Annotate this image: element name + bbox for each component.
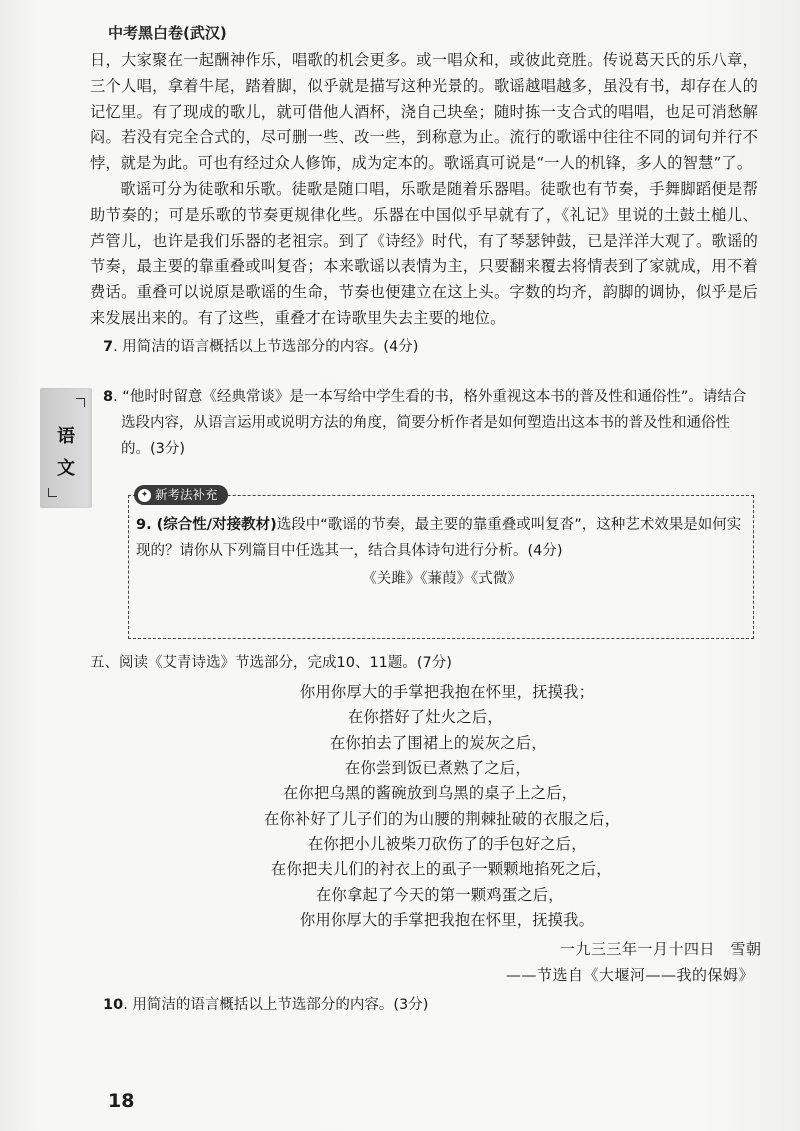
poem-line: 在你把乌黑的酱碗放到乌黑的桌子上之后， [283, 784, 578, 802]
poem-line: 在你把小儿被柴刀砍伤了的手包好之后， [308, 835, 587, 853]
poem-line: 你用你厚大的手掌把我抱在怀里，抚摸我； [300, 683, 595, 701]
question-7 [103, 334, 758, 360]
poem-date: 一九三三年一月十四日 雪朝 [560, 940, 762, 958]
question-10 [103, 992, 758, 1018]
question-7-text: . 用简洁的语言概括以上节选部分的内容。(4分) [113, 339, 419, 355]
poem-line: 在你拿起了今天的第一颗鸡蛋之后， [316, 886, 564, 904]
page-header-title: 中考黑白卷(武汉) [108, 24, 227, 42]
passage-paragraph-1: 日，大家聚在一起酬神作乐，唱歌的机会更多。或一唱众和，或彼此竞胜。传说葛天氏的乐八章，三个人唱，拿着牛尾，踏着脚，似乎就是描写这种光景的。歌谣越唱越多，虽没有书，却存在人的记忆里。有了现成的歌儿，就可借他人酒杯，浇自己块垒；随时拣一支合式的唱唱，也足可消愁解闷。若没有完全合式的，尽可删一些、改一些，到称意为止。流行的歌谣中往往不同的词句并行不悖，就是为此。可也有经过众人修饰，成为定本的。歌谣真可说是“一人的机锋，多人的智慧”了。 [90, 51, 758, 173]
poem-line: 在你拍去了围裙上的炭灰之后， [330, 734, 547, 752]
tab-bracket-top [76, 398, 85, 407]
question-9-options: 《关雎》《蒹葭》《式微》 [362, 571, 522, 587]
question-9-number: 9 [136, 517, 147, 533]
passage-text [90, 48, 758, 332]
section-5-title: 五、阅读《艾青诗选》节选部分，完成10、11题。(7分) [90, 655, 452, 671]
question-7-number: 7 [103, 339, 114, 355]
side-tab-char-1: 语 [57, 426, 75, 447]
tab-bracket-bottom [48, 488, 57, 497]
question-10-text: . 用简洁的语言概括以上节选部分的内容。(3分) [123, 997, 429, 1013]
question-9-text: 选段中“歌谣的节奏，最主要的靠重叠或叫复沓”，这种艺术效果是如何实现的？请你从下列篇目中任选其一，结合具体诗句进行分析。(4分) [136, 517, 742, 559]
page-number: 18 [108, 1090, 135, 1112]
poem-line: 在你补好了儿子们的为山腰的荆棘扯破的衣服之后， [264, 810, 621, 828]
poem-line: 在你搭好了灶火之后， [348, 708, 503, 726]
poem-line: 在你尝到饭已煮熟了之后， [345, 759, 531, 777]
subject-side-tab [40, 388, 92, 508]
question-8-number: 8 [103, 389, 114, 405]
question-9: 9. (综合性/对接教材)选段中“歌谣的节奏，最主要的靠重叠或叫复沓”，这种艺术效果是如何实现的？请你从下列篇目中任选其一，结合具体诗句进行分析。(4分) 《关雎》《蒹葭》《式微》 [136, 512, 748, 592]
badge-check-icon: ✦ [138, 489, 151, 502]
question-8 [103, 384, 758, 462]
poem-line: 在你把夫儿们的衬衣上的虱子一颗颗地掐死之后， [271, 860, 612, 878]
passage-paragraph-2: 歌谣可分为徒歌和乐歌。徒歌是随口唱，乐歌是随着乐器唱。徒歌也有节奏，手舞脚蹈便是帮助节奏的；可是乐歌的节奏更规律化些。乐器在中国似乎早就有了，《礼记》里说的土鼓土槌儿、芦管儿，也许是我们乐器的老祖宗。到了《诗经》时代，有了琴瑟钟鼓，已是洋洋大观了。歌谣的节奏，最主要的靠重叠或叫复沓；本来歌谣以表情为主，只要翻来覆去将情表到了家就成，用不着费话。重叠可以说原是歌谣的生命，节奏也便建立在这上头。字数的均齐，韵脚的调协，似乎是后来发展出来的。有了这些，重叠才在诗歌里失去主要的地位。 [90, 179, 758, 327]
poem-source: ——节选自《大堰河——我的保姆》 [506, 966, 755, 984]
question-8-text: . “他时时留意《经典常谈》是一本写给中学生看的书，格外重视这本书的普及性和通俗性”。请结合选段内容，从语言运用或说明方法的角度，简要分析作者是如何塑造出这本书的普及性和通俗性的。(3分) [113, 389, 747, 457]
section-5-heading [90, 650, 758, 676]
box-tag-label: 新考法补充 [155, 487, 218, 502]
new-exam-method-tag [134, 485, 228, 505]
question-10-number: 10 [103, 997, 124, 1013]
side-tab-char-2: 文 [57, 458, 75, 479]
poem-line: 你用你厚大的手掌把我抱在怀里，抚摸我。 [300, 911, 595, 929]
question-9-tag: (综合性/对接教材) [156, 517, 277, 533]
